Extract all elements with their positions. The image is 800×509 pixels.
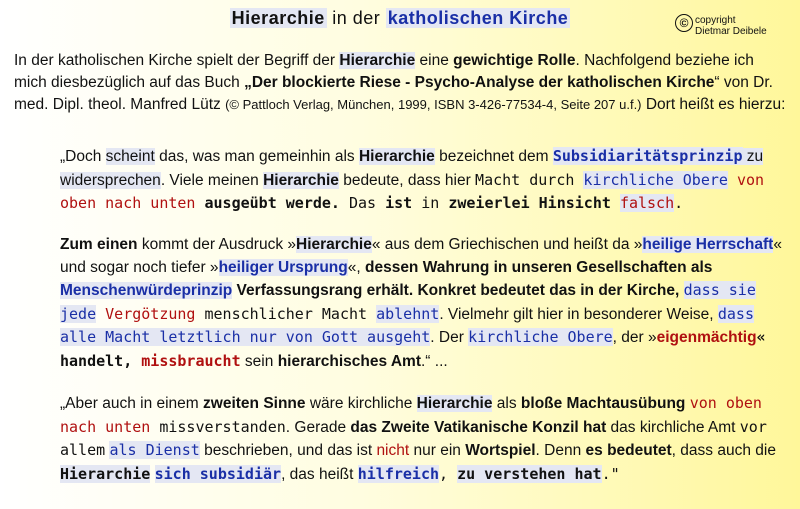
quote-paragraph-2 [60, 234, 788, 373]
quote-text [96, 305, 105, 323]
quote-text: missverstanden [150, 417, 286, 436]
quote-term-subsidiaer: sich subsidiär [154, 464, 282, 483]
copyright-line1: copyright [695, 15, 736, 26]
quote-emphasis: es bedeutet [585, 442, 672, 459]
quote-text: Macht [475, 170, 521, 189]
quote-term-subsidiaritaet: Subsidiaritätsprinzip [552, 147, 743, 165]
quote-text: , dass auch die [671, 442, 776, 459]
quote-text: « und sogar noch tiefer » [60, 236, 782, 276]
quote-paragraph-3 [60, 392, 788, 486]
quote-text: Das [339, 194, 386, 212]
intro-term-hierarchie: Hierarchie [339, 52, 416, 69]
quote-term-ablehnt: ablehnt [376, 304, 440, 323]
quote-text: ." [601, 464, 620, 483]
quote-term-jede: dass sie jede [60, 281, 756, 323]
quote-text: . Gerade [285, 418, 351, 436]
quote-text: das kirchliche Amt [606, 418, 740, 436]
quote-term-hierarchie: Hierarchie [416, 395, 493, 412]
quote-text: kommt der Ausdruck » [137, 236, 297, 253]
intro-text: Dort heißt es hierzu: [641, 96, 786, 113]
quote-term-obere: kirchliche Obere [583, 170, 728, 189]
quote-emphasis: Konkret bedeutet das in der Kirche, [417, 282, 684, 299]
quote-emphasis: Verfassungsrang erhält. [232, 282, 414, 299]
quote-text: vor allem [60, 417, 767, 459]
quote-text: «, [347, 258, 365, 276]
quote-text [728, 171, 737, 189]
quote-text: menschlicher Macht [195, 304, 377, 323]
quote-term-missbraucht: missbraucht [141, 351, 241, 370]
copyright-icon: © [675, 14, 693, 32]
quote-text: ist [385, 194, 413, 212]
quote-text: nur ein [409, 442, 466, 459]
quote-text: ausgeübt werde. [195, 194, 340, 212]
quote-text: in [412, 194, 449, 212]
quote-text: , der » [612, 329, 657, 346]
quote-term-hilfreich: hilfreich [357, 464, 440, 483]
quote-text: « aus dem Griechischen und heißt da » [371, 236, 643, 253]
quote-highlight: zu widersprechen [60, 148, 764, 189]
quote-text: sein [240, 352, 278, 370]
quote-term-obere: kirchliche Obere [468, 328, 613, 346]
quote-term-menschenwuerde: Menschenwürdeprinzip [60, 282, 233, 299]
quote-term-ursprung: heiliger Ursprung [218, 258, 348, 276]
quote-term-von-oben: von oben nach unten [60, 394, 762, 436]
quote-term-herrschaft: heilige Herrschaft [642, 236, 774, 253]
quote-text: .“ ... [420, 352, 448, 370]
quote-text: , [439, 464, 458, 483]
quote-text: . Viele meinen [160, 171, 264, 189]
quote-text: durch [520, 170, 584, 189]
intro-book-title: „Der blockierte Riese - Psycho-Analyse der katholischen Kirche [244, 74, 715, 91]
intro-text: . Nachfolgend beziehe ich mich diesbezüglich auf das Buch [14, 52, 754, 91]
quote-emphasis: zweiten Sinne [203, 395, 306, 412]
quote-text: bezeichnet dem [434, 148, 553, 165]
intro-citation: (© Pattloch Verlag, München, 1999, ISBN 3-426-77534-4, Seite 207 u.f.) [225, 97, 642, 112]
quote-emphasis: bloße Machtausübung [520, 395, 686, 412]
quote-text: beschrieben [199, 442, 289, 459]
quote-term-gott: dass alle Macht letztlich nur von Gott ausgeht [60, 304, 754, 346]
quote-highlight: scheint [105, 148, 155, 165]
quote-text [611, 194, 620, 212]
quote-text: zweierlei Hinsicht [448, 194, 611, 212]
intro-text: eine [415, 52, 454, 69]
quote-text: wäre kirchliche [305, 395, 417, 412]
quote-term-eigenmaechtig: eigenmächtig [656, 329, 757, 346]
quote-paragraph-1 [60, 145, 788, 216]
quote-term-dienst: als Dienst [109, 441, 200, 459]
quote-text: als [492, 395, 521, 412]
quote-term-hierarchie: Hierarchie [358, 148, 435, 165]
quote-text: , und das ist [288, 442, 377, 459]
intro-text: In der katholischen Kirche spielt der Begriff der [14, 52, 340, 69]
quote-term-vergoetzung: Vergötzung [105, 304, 196, 323]
quote-text: „Doch [60, 148, 106, 165]
quote-text: . Vielmehr gilt hier in besonderer Weise, [439, 305, 718, 323]
quote-text: das, was man gemeinhin als [154, 148, 359, 165]
quote-text [150, 466, 154, 483]
quote-term-hierarchie: Hierarchie [263, 171, 339, 189]
quote-term-von-oben: von oben nach unten [60, 170, 765, 212]
copyright-line2: Dietmar Deibele [695, 26, 767, 37]
quote-term-verstehen: zu verstehen hat [457, 464, 602, 483]
intro-emphasis: gewichtige Rolle [453, 52, 576, 69]
intro-text: “ von Dr. med. Dipl. theol. Manfred Lütz [14, 74, 773, 113]
title-connector: in der [326, 8, 386, 28]
quote-term-nicht: nicht [376, 442, 410, 459]
quote-text: . Denn [535, 442, 586, 459]
quote-text: bedeute, dass hier [338, 171, 476, 189]
quote-term-hierarchie: Hierarchie [296, 236, 372, 253]
copyright-text [695, 15, 767, 37]
quote-emphasis: das Zweite Vatikanische Konzil hat [350, 418, 607, 436]
quote-text: . [674, 194, 684, 212]
quote-emphasis: dessen Wahrung in unseren Gesellschaften als [364, 258, 713, 276]
intro-paragraph [14, 50, 789, 116]
quote-text: , das heißt [281, 465, 358, 483]
quote-term-hierarchie: Hierarchie [60, 464, 151, 483]
quote-emphasis: hierarchisches Amt [277, 352, 421, 370]
title-word-kirche: katholischen Kirche [387, 8, 569, 28]
quote-text: „Aber auch in einem [60, 395, 204, 412]
title-word-hierarchie: Hierarchie [231, 8, 325, 28]
quote-emphasis: Wortspiel [465, 442, 536, 459]
quote-text: . Der [430, 329, 469, 346]
quote-term-falsch: falsch [619, 194, 675, 212]
quote-text: « handelt, [60, 328, 766, 370]
quote-emphasis: Zum einen [60, 236, 138, 253]
